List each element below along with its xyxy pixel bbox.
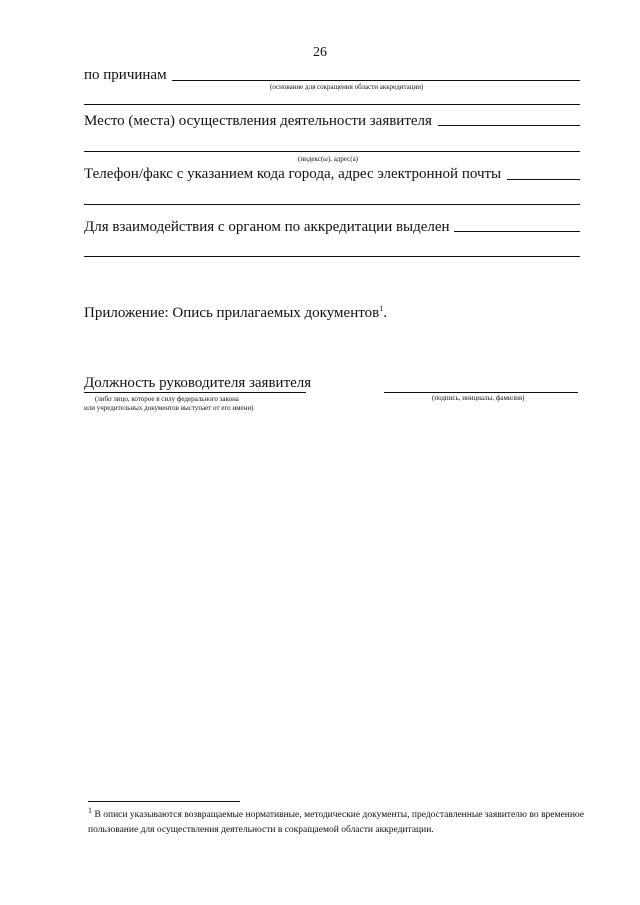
footnote-separator xyxy=(88,801,240,802)
signature-hint: (подпись, инициалы, фамилия) xyxy=(432,394,525,402)
interaction-continuation-line[interactable] xyxy=(84,256,580,257)
footnote xyxy=(88,805,585,837)
position-hint-line2: или учредительных документов выступает от его имени) xyxy=(84,404,254,412)
signature-input-line[interactable] xyxy=(384,392,578,393)
phone-label: Телефон/факс с указанием кода города, адрес электронной почты xyxy=(84,166,502,182)
footnote-text: В описи указываются возвращаемые нормативные, методические документы, предоставленные заявителю во временное пользование для осуществления деятельности в сокращаемой области аккредитации. xyxy=(88,810,585,835)
reasons-hint: (основание для сокращения области аккредитации) xyxy=(270,83,424,91)
footnote-mark: 1 xyxy=(88,805,92,815)
appendix-tail: . xyxy=(383,305,387,321)
appendix-label xyxy=(84,304,387,322)
reasons-input-line[interactable] xyxy=(172,80,580,81)
place-input-line[interactable] xyxy=(438,125,580,126)
position-hint-line1: (либо лицо, которое в силу федерального закона xyxy=(95,395,239,403)
position-underline[interactable] xyxy=(84,392,306,393)
interaction-label: Для взаимодействия с органом по аккредитации выделен xyxy=(84,219,450,235)
place-label: Место (места) осуществления деятельности заявителя xyxy=(84,113,432,129)
place-address-line[interactable] xyxy=(84,151,580,152)
phone-input-line[interactable] xyxy=(507,179,580,180)
reasons-continuation-line[interactable] xyxy=(84,104,580,105)
reasons-label: по причинам xyxy=(84,67,167,83)
interaction-input-line[interactable] xyxy=(454,231,580,232)
phone-continuation-line[interactable] xyxy=(84,204,580,205)
position-label: Должность руководителя заявителя xyxy=(84,375,312,391)
appendix-footnote-mark: 1 xyxy=(379,304,384,313)
page-number: 26 xyxy=(313,45,327,60)
place-hint: (индекс(ы), адрес(а) xyxy=(298,155,359,163)
appendix-text: Приложение: Опись прилагаемых документов xyxy=(84,305,380,321)
